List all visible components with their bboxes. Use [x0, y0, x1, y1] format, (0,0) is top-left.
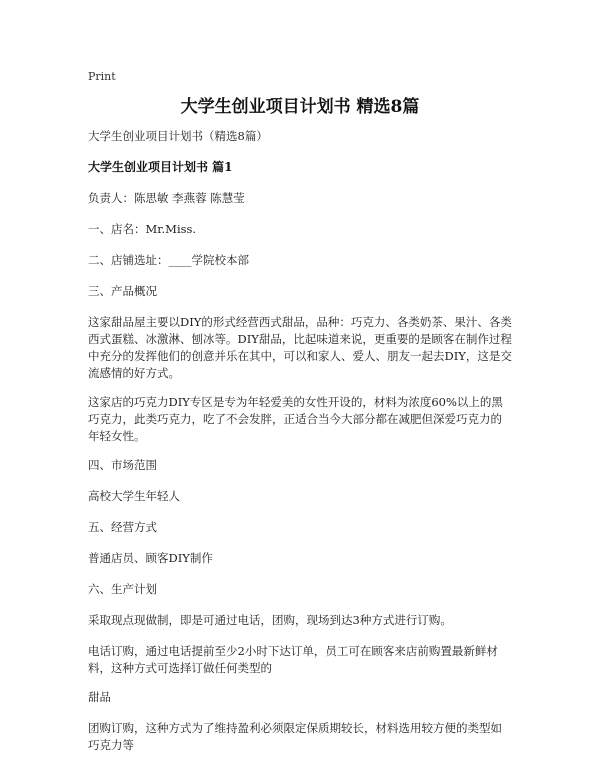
paragraph-ordering-methods: 采取现点现做制，即是可通过电话，团购，现场到达3种方式进行订购。	[88, 613, 452, 627]
heading-market-scope: 四、市场范围	[88, 458, 157, 472]
paragraph-group-order: 团购订购，这种方式为了维持盈利必须限定保质期较长，材料选用较方便的类型如巧克力等	[88, 721, 502, 752]
document-title: 大学生创业项目计划书 精选8篇	[180, 97, 420, 117]
paragraph-business-mode: 普通店员、顾客DIY制作	[88, 551, 213, 565]
paragraph-store-location: 二、店铺选址：____学院校本部	[88, 253, 249, 267]
section-title: 大学生创业项目计划书 篇1	[88, 160, 233, 174]
print-label: Print	[88, 70, 116, 83]
paragraph-store-name: 一、店名：Mr.Miss.	[88, 222, 197, 236]
paragraph-responsible: 负责人：陈思敏 李燕蓉 陈慧莹	[88, 191, 245, 205]
paragraph-chocolate-zone: 这家店的巧克力DIY专区是专为年轻爱美的女性开设的，材料为浓度60%以上的黑巧克力，此类巧克力，吃了不会发胖，正适合当今大部分都在减肥但深爱巧克力的年轻女性。	[88, 395, 503, 443]
paragraph-dessert: 甜品	[88, 690, 111, 704]
heading-product-overview: 三、产品概况	[88, 284, 157, 298]
paragraph-market-scope: 高校大学生年轻人	[88, 489, 180, 503]
heading-business-mode: 五、经营方式	[88, 520, 157, 534]
paragraph-product-description: 这家甜品屋主要以DIY的形式经营西式甜品，品种：巧克力、各类奶茶、果汁、各类西式蛋糕、冰激淋、刨冰等。DIY甜品，比起味道来说，更重要的是顾客在制作过程中充分的发挥他们的创意并乐在其中，可以和家人、爱人、朋友一起去DIY，这是交流感情的好方式。	[88, 315, 512, 380]
paragraph-phone-order: 电话订购，通过电话提前至少2小时下达订单，员工可在顾客来店前购置最新鲜材料，这种方式可选择订做任何类型的	[88, 644, 498, 675]
heading-production-plan: 六、生产计划	[88, 582, 157, 596]
document-subtitle: 大学生创业项目计划书（精选8篇）	[88, 129, 268, 143]
